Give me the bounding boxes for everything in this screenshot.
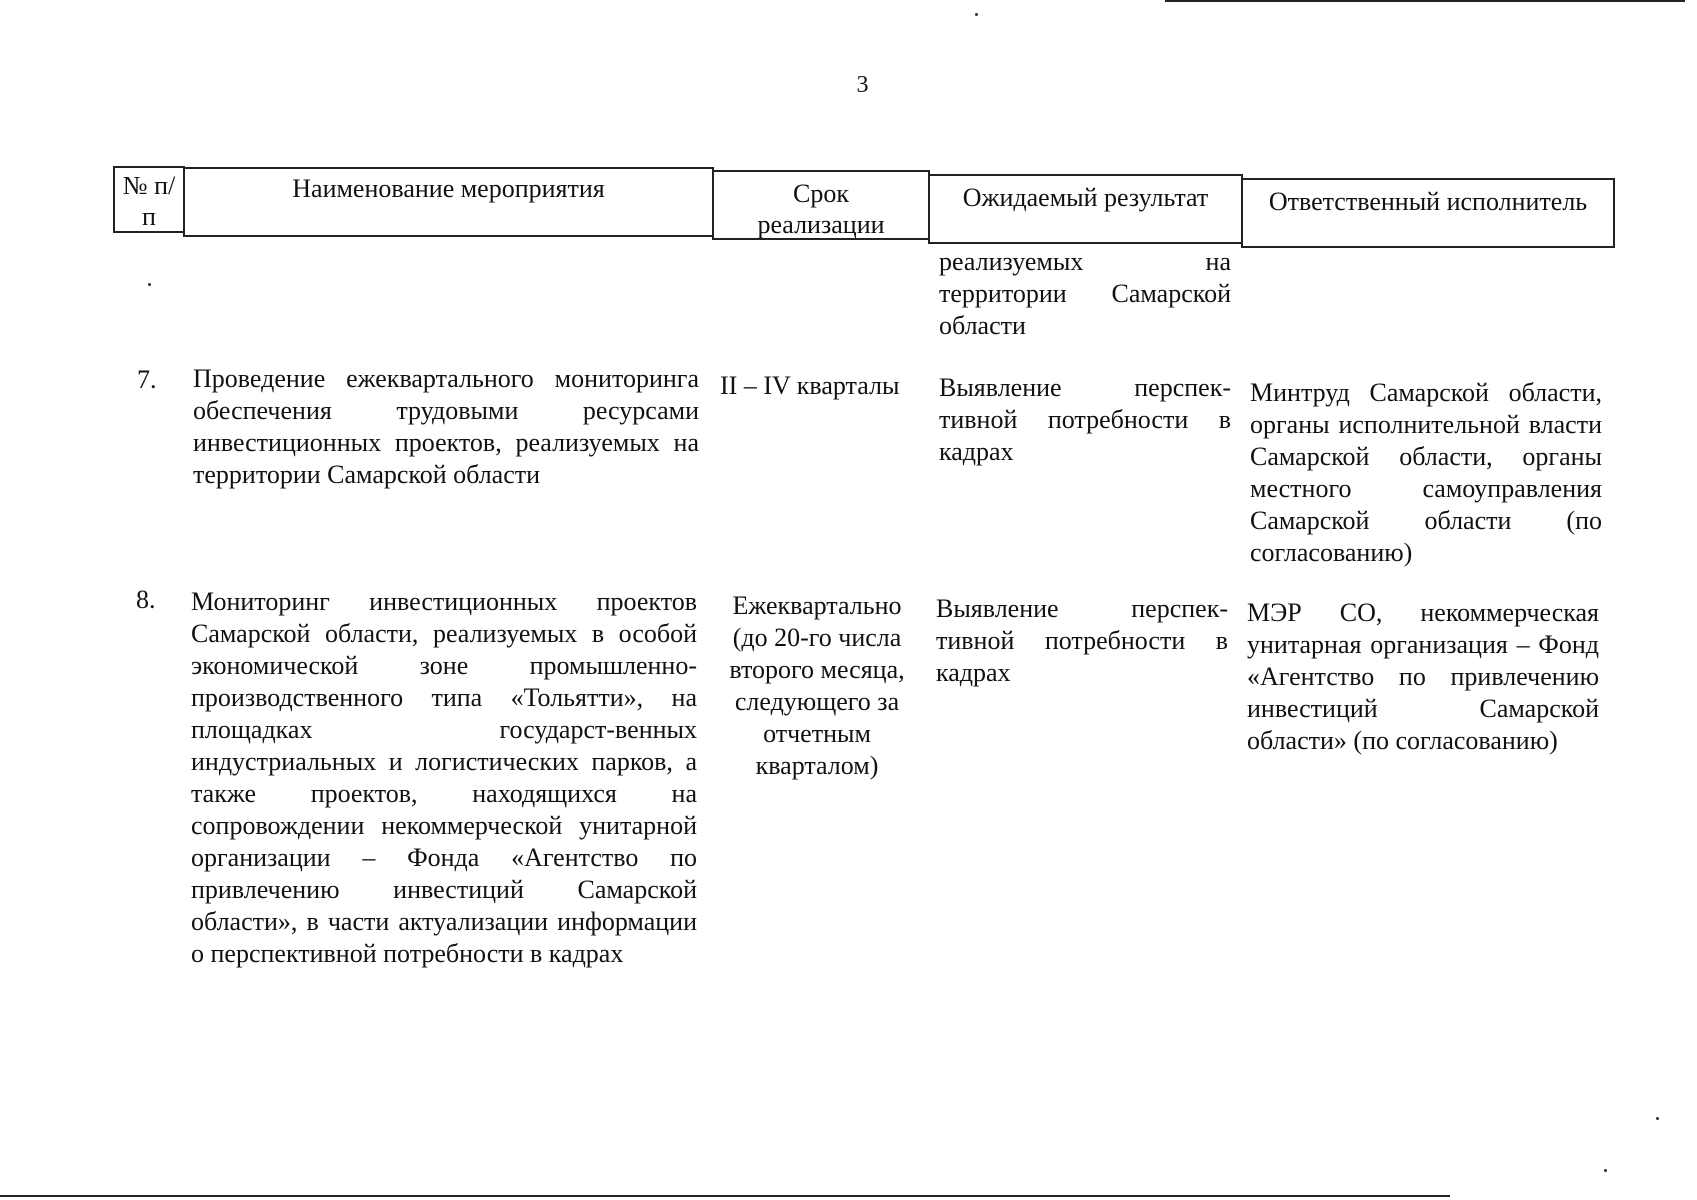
scan-top-line	[1165, 0, 1685, 2]
result-cell: Выявление перспек-тивной потребности в кадрах	[939, 373, 1231, 466]
scan-speck	[1656, 1117, 1659, 1120]
scan-speck	[1604, 1169, 1607, 1172]
continuation-result-cell: реализуемых на территории Самарской области	[939, 247, 1231, 340]
activity-name-cell: Проведение ежеквартального мониторинга обеспечения трудовыми ресурсами инвестиционных проектов, реализуемых на территории Самарской области	[193, 364, 699, 489]
scan-speck	[975, 13, 978, 16]
executor-cell: МЭР СО, некоммерческая унитарная организация – Фонд «Агентство по привлечению инвестиций Самарской области» (по согласованию)	[1247, 598, 1599, 755]
page-number: 3	[856, 72, 869, 98]
header-term: Срок реализации	[712, 170, 930, 240]
header-name: Наименование мероприятия	[183, 167, 714, 237]
term-cell: II – IV кварталы	[720, 371, 900, 400]
header-num: № п/п	[113, 166, 185, 233]
result-cell: Выявление перспек-тивной потребности в кадрах	[936, 594, 1228, 687]
activity-name-cell: Мониторинг инвестиционных проектов Самарской области, реализуемых в особой экономической зоне промышленно-производственного типа «Тольятти», на площадках государст-венных индустриальных и логистических парков, а также проектов, находящихся на сопровождении некоммерческой унитарной организации – Фонда «Агентство по привлечению инвестиций Самарской области», в части актуализации информации о перспективной потребности в кадрах	[191, 587, 697, 968]
scan-bottom-line	[0, 1195, 1450, 1197]
term-cell: Ежеквартально (до 20-го числа второго месяца, следующего за отчетным кварталом)	[729, 591, 905, 780]
header-result: Ожидаемый результат	[928, 174, 1243, 244]
row-number: 8.	[136, 585, 156, 614]
row-number: 7.	[137, 365, 157, 394]
executor-cell: Минтруд Самарской области, органы исполнительной власти Самарской области, органы местного самоуправления Самарской области (по согласованию)	[1250, 378, 1602, 567]
header-executor: Ответственный исполнитель	[1241, 178, 1615, 248]
scan-speck	[148, 283, 151, 286]
